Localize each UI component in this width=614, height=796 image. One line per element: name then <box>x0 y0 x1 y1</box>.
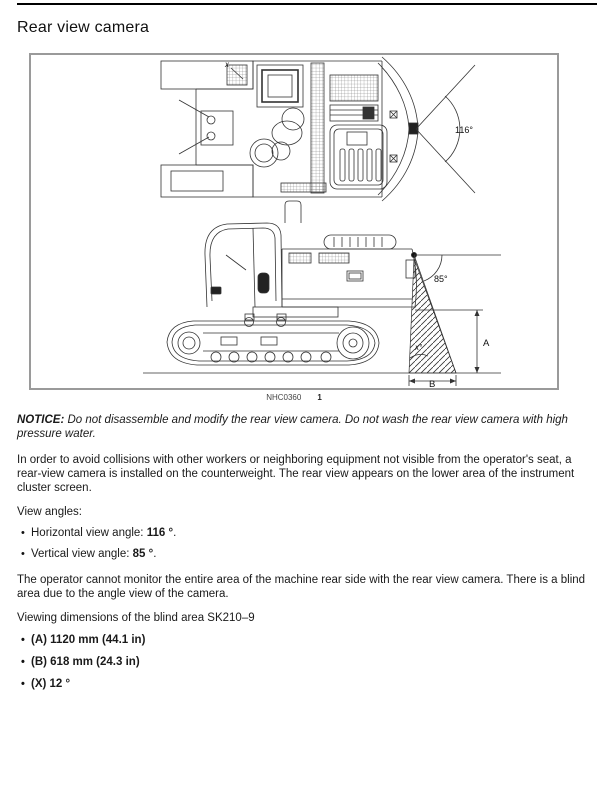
vertical-angle-label: 85° <box>434 273 448 284</box>
item-value: 85 ° <box>132 547 154 560</box>
top-x-label: x <box>225 59 229 69</box>
manual-page <box>0 3 614 691</box>
item-prefix: Horizontal view angle: <box>31 526 147 539</box>
view-angles-label: View angles: <box>17 505 82 518</box>
item-suffix: . <box>153 547 157 560</box>
excavator-camera-diagram <box>31 55 557 388</box>
page-title: Rear view camera <box>17 18 150 36</box>
notice-text: Do not disassemble and modify the rear view camera. Do not wash the rear view camera with high pressure water. <box>17 413 568 440</box>
view-angles-list <box>17 526 597 561</box>
blind-angle-label: x° <box>415 342 423 352</box>
blind-area-dimensions-list <box>17 633 597 691</box>
figure-number: 1 <box>317 392 322 402</box>
list-item-horizontal-angle <box>17 526 597 540</box>
figure-code: NHC0360 <box>266 392 302 402</box>
top-rule <box>17 3 597 5</box>
list-item-dim-b: • (B) 618 mm (24.3 in) <box>17 655 597 669</box>
camera-description-paragraph: In order to avoid collisions with other workers or neighboring equipment not visible from the operator's seat, a rear-view camera is installed on the counterweight. The rear view appears on the lower area of the instrument cluster screen. <box>17 453 575 494</box>
side-view-drawing <box>143 201 501 386</box>
bolt-mark-icon <box>390 155 397 162</box>
dimension-a-label: A <box>483 337 490 349</box>
item-prefix: Vertical view angle: <box>31 547 133 560</box>
list-item-dim-x: • (X) 12 ° <box>17 677 597 691</box>
list-item-dim-a: • (A) 1120 mm (44.1 in) <box>17 633 597 647</box>
item-value: 116 ° <box>146 526 174 539</box>
blind-area-paragraph: The operator cannot monitor the entire area of the machine rear side with the rear view camera. There is a blind area due to the angle view of the camera. <box>17 573 586 600</box>
notice-paragraph <box>17 413 597 441</box>
dimension-b-label: B <box>429 378 436 388</box>
horizontal-angle-label: 116° <box>455 124 473 135</box>
top-view-drawing <box>161 57 475 201</box>
blind-area-dimensions-label: Viewing dimensions of the blind area SK210–9 <box>17 611 255 624</box>
bolt-mark-icon <box>390 111 397 118</box>
figure-frame <box>29 53 559 390</box>
item-suffix: . <box>173 526 177 539</box>
figure-caption <box>29 393 559 403</box>
blind-area-wedge <box>409 258 456 373</box>
list-item-vertical-angle <box>17 547 597 561</box>
notice-label: NOTICE: <box>17 413 65 426</box>
